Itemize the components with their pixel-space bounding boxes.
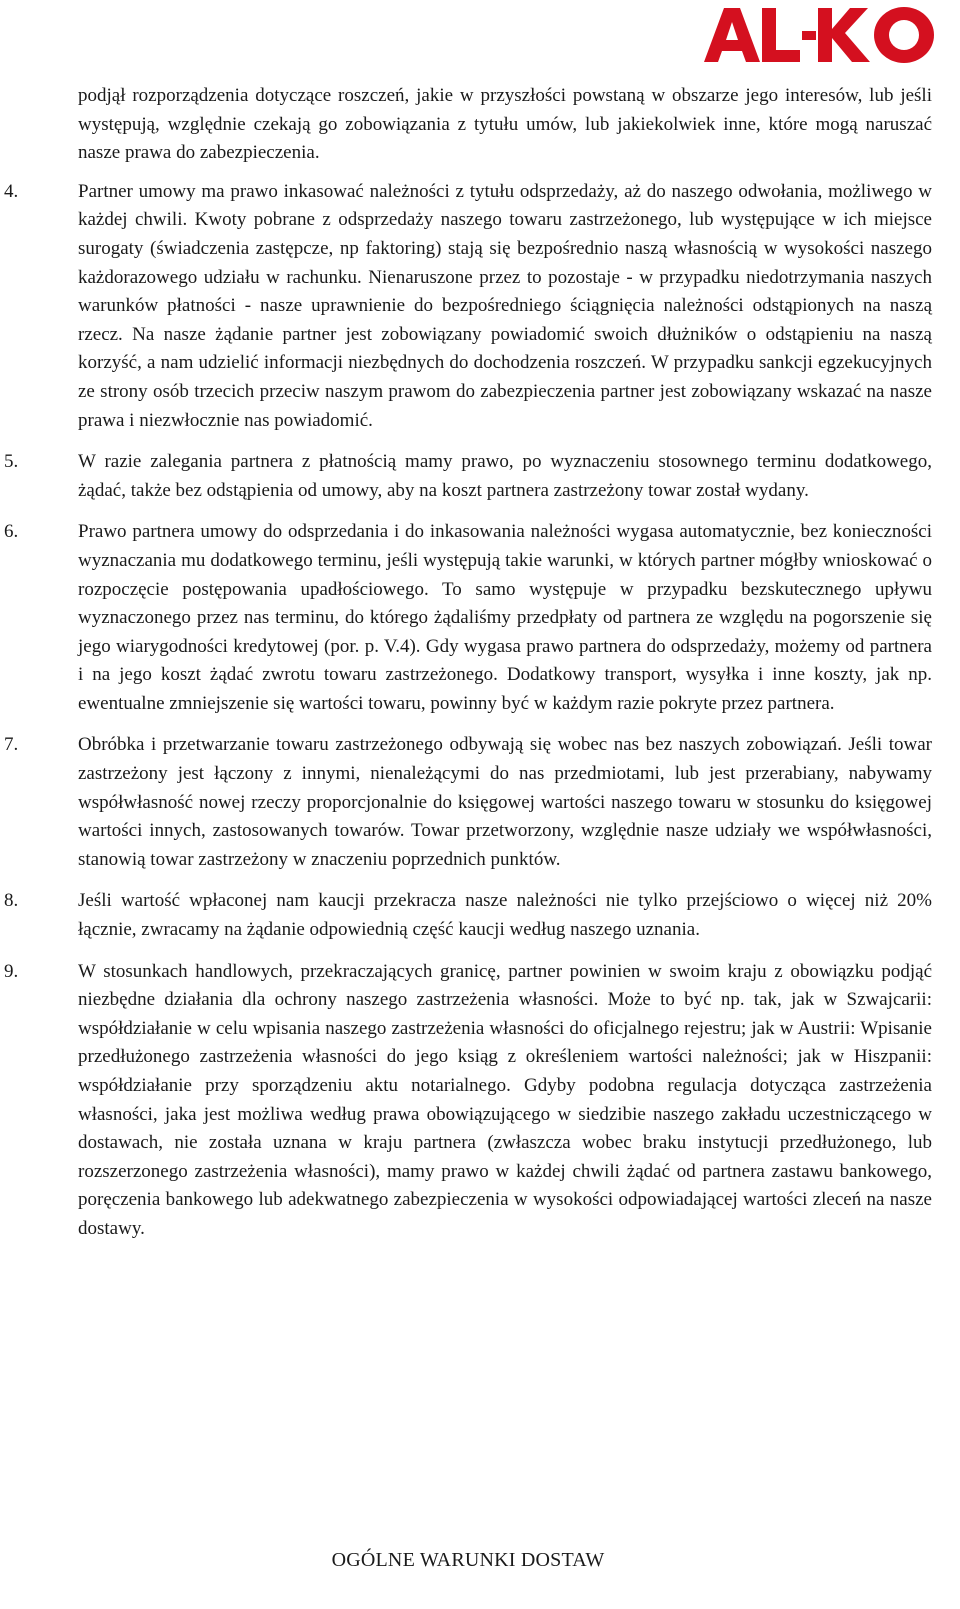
clause-7 — [4, 731, 932, 874]
intro-paragraph: podjął rozporządzenia dotyczące roszczeń, jakie w przyszłości powstaną w obszarze jego interesów, lub jeśli występują, względnie czekają go zobowiązania z tytułu umów, lub jakiekolwiek inne, które mogą naruszać nasze prawa do zabezpieczenia. — [78, 85, 932, 164]
clause-5 — [4, 448, 932, 505]
clause-text: Obróbka i przetwarzanie towaru zastrzeżonego odbywają się wobec nas bez naszych zobowiązań. Jeśli towar zastrzeżony jest łączony z innymi, nienależącymi do nas przedmiotami, lub jest przerabiany, nabywamy współwłasność nowej rzeczy proporcjonalnie do księgowej wartości naszego towaru w stosunku do księgowej wartości innych, zastosowanych towarów. Towar przetworzony, względnie nasze udziały we współwłasności, stanowią towar zastrzeżony w znaczeniu poprzednich punktów. — [78, 734, 932, 870]
clause-6 — [4, 518, 932, 718]
clause-number: 7. — [4, 734, 19, 756]
clause-number: 6. — [4, 521, 19, 543]
alko-logo — [704, 4, 936, 64]
clause-number: 4. — [4, 180, 19, 202]
clause-number: 9. — [4, 960, 19, 982]
clause-text: Partner umowy ma prawo inkasować należności z tytułu odsprzedaży, aż do naszego odwołania, możliwego w każdej chwili. Kwoty pobrane z odsprzedaży naszego towaru zastrzeżonego, lub występujące w ich miejsce surogaty (świadczenia zastępcze, np faktoring) stają się bezpośrednio naszą własnością w wysokości naszego każdorazowego udziału w rachunku. Nienaruszone przez to pozostaje - w przypadku niedotrzymania naszych warunków płatności - nasze uprawnienie do bezpośredniego ściągnięcia należności odstąpionych na naszą rzecz. Na nasze żądanie partner jest zobowiązany powiadomić swoich dłużników o odstąpieniu na naszą korzyść, a nam udzielić informacji niezbędnych do dochodzenia roszczeń. W przypadku sankcji egzekucyjnych ze strony osób trzecich przeciw naszym prawom do zabezpieczenia partner jest zobowiązany wskazać na nasze prawa i niezwłocznie nas powiadomić. — [78, 180, 932, 431]
clause-text: W stosunkach handlowych, przekraczających granicę, partner powinien w swoim kraju z obowiązku podjąć niezbędne działania dla ochrony naszego zastrzeżenia własności. Może to być np. tak, jak w Szwajcarii: współdziałanie w celu wpisania naszego zastrzeżenia własności do oficjalnego rejestru; jak w Austrii: Wpisanie przedłużonego zastrzeżenia własności do jego ksiąg z określeniem wartości należności; jak w Hiszpanii: współdziałanie przy sporządzeniu aktu notarialnego. Gdyby podobna regulacja dotycząca zastrzeżenia własności, jaka jest możliwa według prawa obowiązującego w siedzibie naszego zakładu uczestniczącego w dostawach, nie została uznana w kraju partnera (zwłaszcza wobec braku instytucji przedłużonego, lub rozszerzonego zastrzeżenia własności), mamy prawo w każdej chwili żądać od partnera zastawu bankowego, poręczenia bankowego lub adekwatnego zabezpieczenia w wysokości odpowiadającej wartości zleceń na nasze dostawy. — [78, 960, 932, 1239]
footer-title: OGÓLNE WARUNKI DOSTAW — [331, 1549, 605, 1571]
clause-9 — [4, 958, 932, 1244]
clause-4 — [4, 178, 932, 435]
clause-text: Prawo partnera umowy do odsprzedania i do inkasowania należności wygasa automatycznie, bez konieczności wyznaczania mu dodatkowego terminu, jeśli występują takie warunki, w których partner mógłby wnioskować o rozpoczęcie postępowania upadłościowego. To samo występuje w przypadku bezskutecznego upływu wyznaczonego przez nas terminu, do którego żądaliśmy przedpłaty od partnera ze względu na pogorszenie się jego wiarygodności kredytowej (por. p. V.4). Gdy wygasa prawo partnera do odsprzedaży, możemy od partnera i na jego koszt żądać zwrotu towaru zastrzeżonego. Dodatkowy transport, wysyłka i inne koszty, jak np. ewentualne zmniejszenie się wartości towaru, powinny być w każdym razie pokryte przez partnera. — [78, 521, 932, 714]
clause-number: 5. — [4, 451, 19, 473]
clause-text: Jeśli wartość wpłaconej nam kaucji przekracza nasze należności nie tylko przejściowo o więcej niż 20% łącznie, zwracamy na żądanie odpowiednią część kaucji według naszego uznania. — [78, 890, 932, 941]
clause-number: 8. — [4, 890, 19, 912]
document-body — [0, 82, 960, 1244]
clause-text: W razie zalegania partnera z płatnością mamy prawo, po wyznaczeniu stosownego terminu dodatkowego, żądać, także bez odstąpienia od umowy, aby na koszt partnera zastrzeżony towar został wydany. — [78, 451, 932, 501]
clause-8 — [4, 887, 932, 944]
alko-logo-graphic — [704, 4, 936, 64]
